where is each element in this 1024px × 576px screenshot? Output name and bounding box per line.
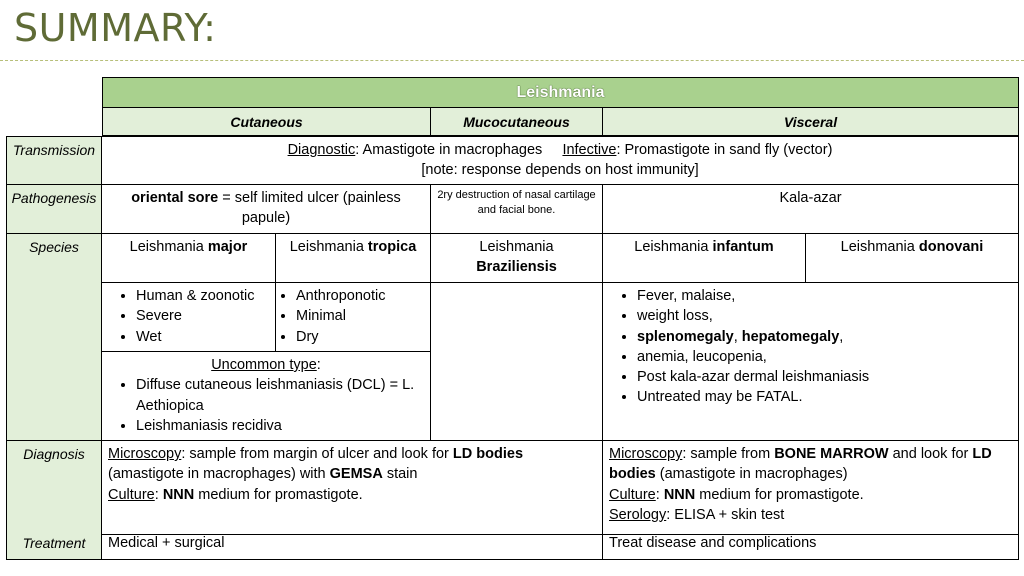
page-title: SUMMARY: <box>14 6 217 50</box>
oriental-sore-desc: = self limited ulcer (painless papule) <box>218 190 401 227</box>
transmission-note: [note: response depends on host immunity] <box>421 162 699 179</box>
pathogenesis-visceral: Kala-azar <box>603 185 1019 234</box>
features-tropica <box>276 283 431 352</box>
row-label-transmission: Transmission <box>6 136 102 185</box>
list-item: • splenomegaly, hepatomegaly, <box>637 327 1012 347</box>
list-item: • Diffuse cutaneous leishmaniasis (DCL) = L. Aethiopica <box>136 375 424 416</box>
infective-label: Infective <box>562 142 617 158</box>
features-mucocutaneous-empty <box>431 283 603 441</box>
list-item: • Human & zoonotic <box>136 286 269 306</box>
species-major: Leishmania major <box>102 234 276 283</box>
features-uncommon: Uncommon type: • Diffuse cutaneous leishmaniasis (DCL) = L. Aethiopica • Leishmaniasis recidiva <box>102 352 431 441</box>
list-item: • Anthroponotic <box>296 286 424 306</box>
list-item: • Post kala-azar dermal leishmaniasis <box>637 367 1012 387</box>
col-cutaneous: Cutaneous <box>102 108 431 136</box>
header-leishmania: Leishmania <box>102 77 1019 108</box>
treatment-visceral: Treat disease and complications <box>603 530 1019 560</box>
list-item: • Leishmaniasis recidiva <box>136 416 424 436</box>
features-visceral <box>603 283 1019 441</box>
diagnostic-text: : Amastigote in macrophages <box>355 142 543 158</box>
oriental-sore: oriental sore <box>131 190 219 206</box>
list-item: • Minimal <box>296 306 424 326</box>
treatment-cutaneous: Medical + surgical <box>102 530 603 560</box>
title-divider <box>0 60 1024 61</box>
summary-table <box>6 77 1019 531</box>
pathogenesis-cutaneous <box>102 185 431 234</box>
row-label-pathogenesis: Pathogenesis <box>6 185 102 234</box>
row-label-species: Species <box>6 234 102 441</box>
diagnostic-label: Diagnostic <box>287 142 356 158</box>
diagnosis-cutaneous: Microscopy: sample from margin of ulcer and look for LD bodies (amastigote in macrophages) with GEMSA stain Culture: NNN medium for promastigote. <box>102 441 603 535</box>
list-item: • anemia, leucopenia, <box>637 347 1012 367</box>
list-item: • Severe <box>136 306 269 326</box>
row-label-diagnosis: Diagnosis <box>6 441 102 535</box>
uncommon-label: Uncommon type <box>211 357 317 373</box>
list-item: • Dry <box>296 327 424 347</box>
species-tropica: Leishmania tropica <box>276 234 431 283</box>
features-major <box>102 283 276 352</box>
list-item: • weight loss, <box>637 306 1012 326</box>
species-donovani: Leishmania donovani <box>806 234 1019 283</box>
row-label-treatment: Treatment <box>6 530 102 560</box>
infective-text: : Promastigote in sand fly (vector) <box>616 142 833 158</box>
species-infantum: Leishmania infantum <box>603 234 806 283</box>
pathogenesis-mucocutaneous: 2ry destruction of nasal cartilage and facial bone. <box>431 185 603 234</box>
col-visceral: Visceral <box>603 108 1019 136</box>
treatment-row <box>6 530 1019 560</box>
corner-blank <box>6 77 102 136</box>
list-item: • Fever, malaise, <box>637 286 1012 306</box>
diagnosis-visceral: Microscopy: sample from BONE MARROW and look for LD bodies (amastigote in macrophages) Culture: NNN medium for promastigote. Serology: ELISA + skin test <box>603 441 1019 535</box>
list-item: • Wet <box>136 327 269 347</box>
transmission-cell <box>102 136 1019 185</box>
list-item: • Untreated may be FATAL. <box>637 387 1012 407</box>
species-braziliensis: Leishmania Braziliensis <box>431 234 603 283</box>
col-mucocutaneous: Mucocutaneous <box>431 108 603 136</box>
